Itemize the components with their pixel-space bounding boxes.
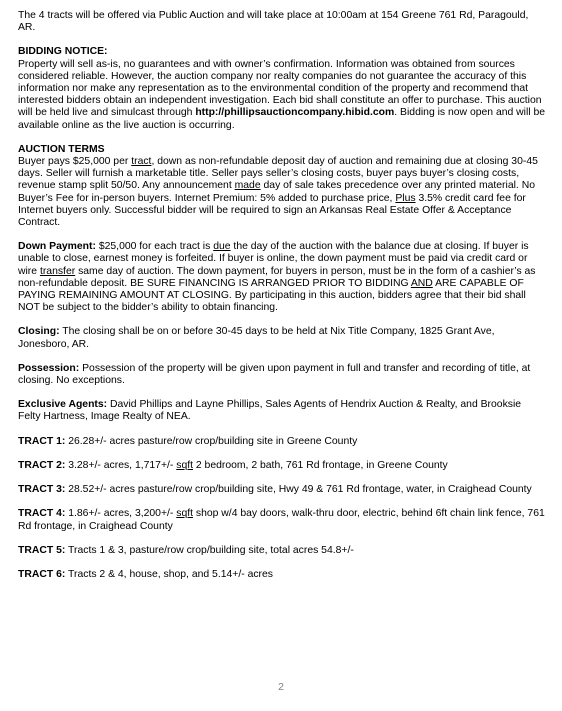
agents-paragraph xyxy=(18,399,546,423)
terms-heading: AUCTION TERMS xyxy=(18,143,105,155)
tract-4 xyxy=(18,508,546,532)
terms-word-tract: tract xyxy=(131,156,152,168)
down-payment-text: ARE CAPABLE OF PAYING REMAINING AMOUNT AT CLOSING. By participating in this auction, bidders agree that their bid shall NOT be subject to the bidder’s ability to obtain financing. xyxy=(18,277,526,314)
page-number: 2 xyxy=(278,682,284,693)
down-payment-word-transfer: transfer xyxy=(39,265,76,277)
possession-paragraph xyxy=(18,363,546,387)
bidding-notice xyxy=(18,46,546,131)
terms-text: day of sale takes precedence over any printed material. No Buyer’s Fee for in-person buyers. Internet Premium: 5% added to purchase price, xyxy=(18,180,535,204)
down-payment-paragraph xyxy=(18,241,546,314)
tract-text: Tracts 2 & 4, house, shop, and 5.14+/- acres xyxy=(65,568,273,580)
tract-label: TRACT 6: xyxy=(18,568,66,580)
document-body xyxy=(18,10,546,593)
bidding-heading: BIDDING NOTICE: xyxy=(18,46,108,58)
terms-text: Buyer pays $25,000 per xyxy=(18,156,132,168)
agents-label: Exclusive Agents: xyxy=(18,399,108,411)
down-payment-word-and: AND xyxy=(410,277,433,289)
tract-1 xyxy=(18,436,546,448)
intro-paragraph xyxy=(18,10,546,34)
auction-terms xyxy=(18,144,546,229)
intro-text: The 4 tracts will be offered via Public Auction and will take place at 10:00am at 154 Greene 761 Rd, Paragould, AR. xyxy=(18,10,529,34)
closing-text: The closing shall be on or before 30-45 days to be held at Nix Title Company, 1825 Grant Ave, Jonesboro, AR. xyxy=(18,326,495,350)
down-payment-text: the day of the auction with the balance due at closing. If buyer is unable to close, earnest money is forfeited. If buyer is online, the down payment must be paid via credit card or wire xyxy=(18,241,529,277)
agents-text: David Phillips and Layne Phillips, Sales Agents of Hendrix Auction & Realty, and Brooksie Felty Hartness, Image Realty of NEA. xyxy=(18,399,522,423)
tract-text: 26.28+/- acres pasture/row crop/building site in Greene County xyxy=(65,435,358,447)
tract-text: 1.86+/- acres, 3,200+/- xyxy=(65,508,177,520)
tract-label: TRACT 5: xyxy=(18,544,66,556)
down-payment-word-due: due xyxy=(213,241,231,253)
tract-2 xyxy=(18,460,546,472)
terms-word-plus: Plus xyxy=(395,192,416,204)
tract-word-sqft: sqft xyxy=(176,508,193,520)
down-payment-text: $25,000 for each tract is xyxy=(95,241,214,253)
down-payment-text: same day of auction. The down payment, for buyers in person, must be in the form of a cashier’s as non-refundable deposit. BE SURE FINANCING IS ARRANGED PRIOR TO BIDDING xyxy=(18,265,536,289)
closing-label: Closing: xyxy=(18,326,60,338)
tract-6 xyxy=(18,569,546,581)
possession-text: Possession of the property will be given upon payment in full and transfer and recording of title, at closing. No exceptions. xyxy=(18,362,531,387)
tract-label: TRACT 4: xyxy=(18,508,66,520)
tract-text: 2 bedroom, 2 bath, 761 Rd frontage, in Greene County xyxy=(193,459,448,471)
terms-text: , down as non-refundable deposit day of auction and remaining due at closing 30-45 days. Seller will furnish a marketable title. Seller pays seller’s closing costs, buyer pays buyer’s closing costs, revenue stamp split 50/50. Any announcement xyxy=(18,156,538,192)
bidding-text-after: . Bidding is now open and will be available online as the live auction is occurring. xyxy=(18,107,546,131)
tract-word-sqft: sqft xyxy=(176,459,193,471)
tract-3 xyxy=(18,484,546,496)
tract-text: 3.28+/- acres, 1,717+/- xyxy=(65,459,177,471)
tract-text: 28.52+/- acres pasture/row crop/building site, Hwy 49 & 761 Rd frontage, water, in Craighead County xyxy=(65,484,532,496)
tract-5 xyxy=(18,545,546,557)
terms-text: 3.5% credit card fee for Internet buyers only. Successful bidder will be required to sign an Arkansas Real Estate Offer & Acceptance Contract. xyxy=(18,192,526,229)
closing-paragraph xyxy=(18,326,546,350)
tract-text: Tracts 1 & 3, pasture/row crop/building site, total acres 54.8+/- xyxy=(65,544,354,556)
auction-url[interactable]: http://phillipsauctioncompany.hibid.com xyxy=(195,107,395,119)
tract-label: TRACT 2: xyxy=(18,459,66,471)
possession-label: Possession: xyxy=(18,362,80,374)
tract-label: TRACT 1: xyxy=(18,435,66,447)
terms-word-made: made xyxy=(234,180,261,192)
bidding-text: Property will sell as-is, no guarantees and with owner’s confirmation. Information was obtained from sources considered reliable. However, the auction company nor realty companies do not guarantee the accuracy of this information nor make any representation as to the environmental condition of the property and recommend that interested bidders obtain an independent investigation. Each bid shall constitute an offer to purchase. This auction will be held live and simulcast through xyxy=(18,58,542,119)
tract-text: shop w/4 bay doors, walk-thru door, electric, behind 6ft chain link fence, 761 Rd frontage, in Craighead County xyxy=(18,508,545,532)
tract-label: TRACT 3: xyxy=(18,484,66,496)
down-payment-label: Down Payment: xyxy=(18,241,96,253)
